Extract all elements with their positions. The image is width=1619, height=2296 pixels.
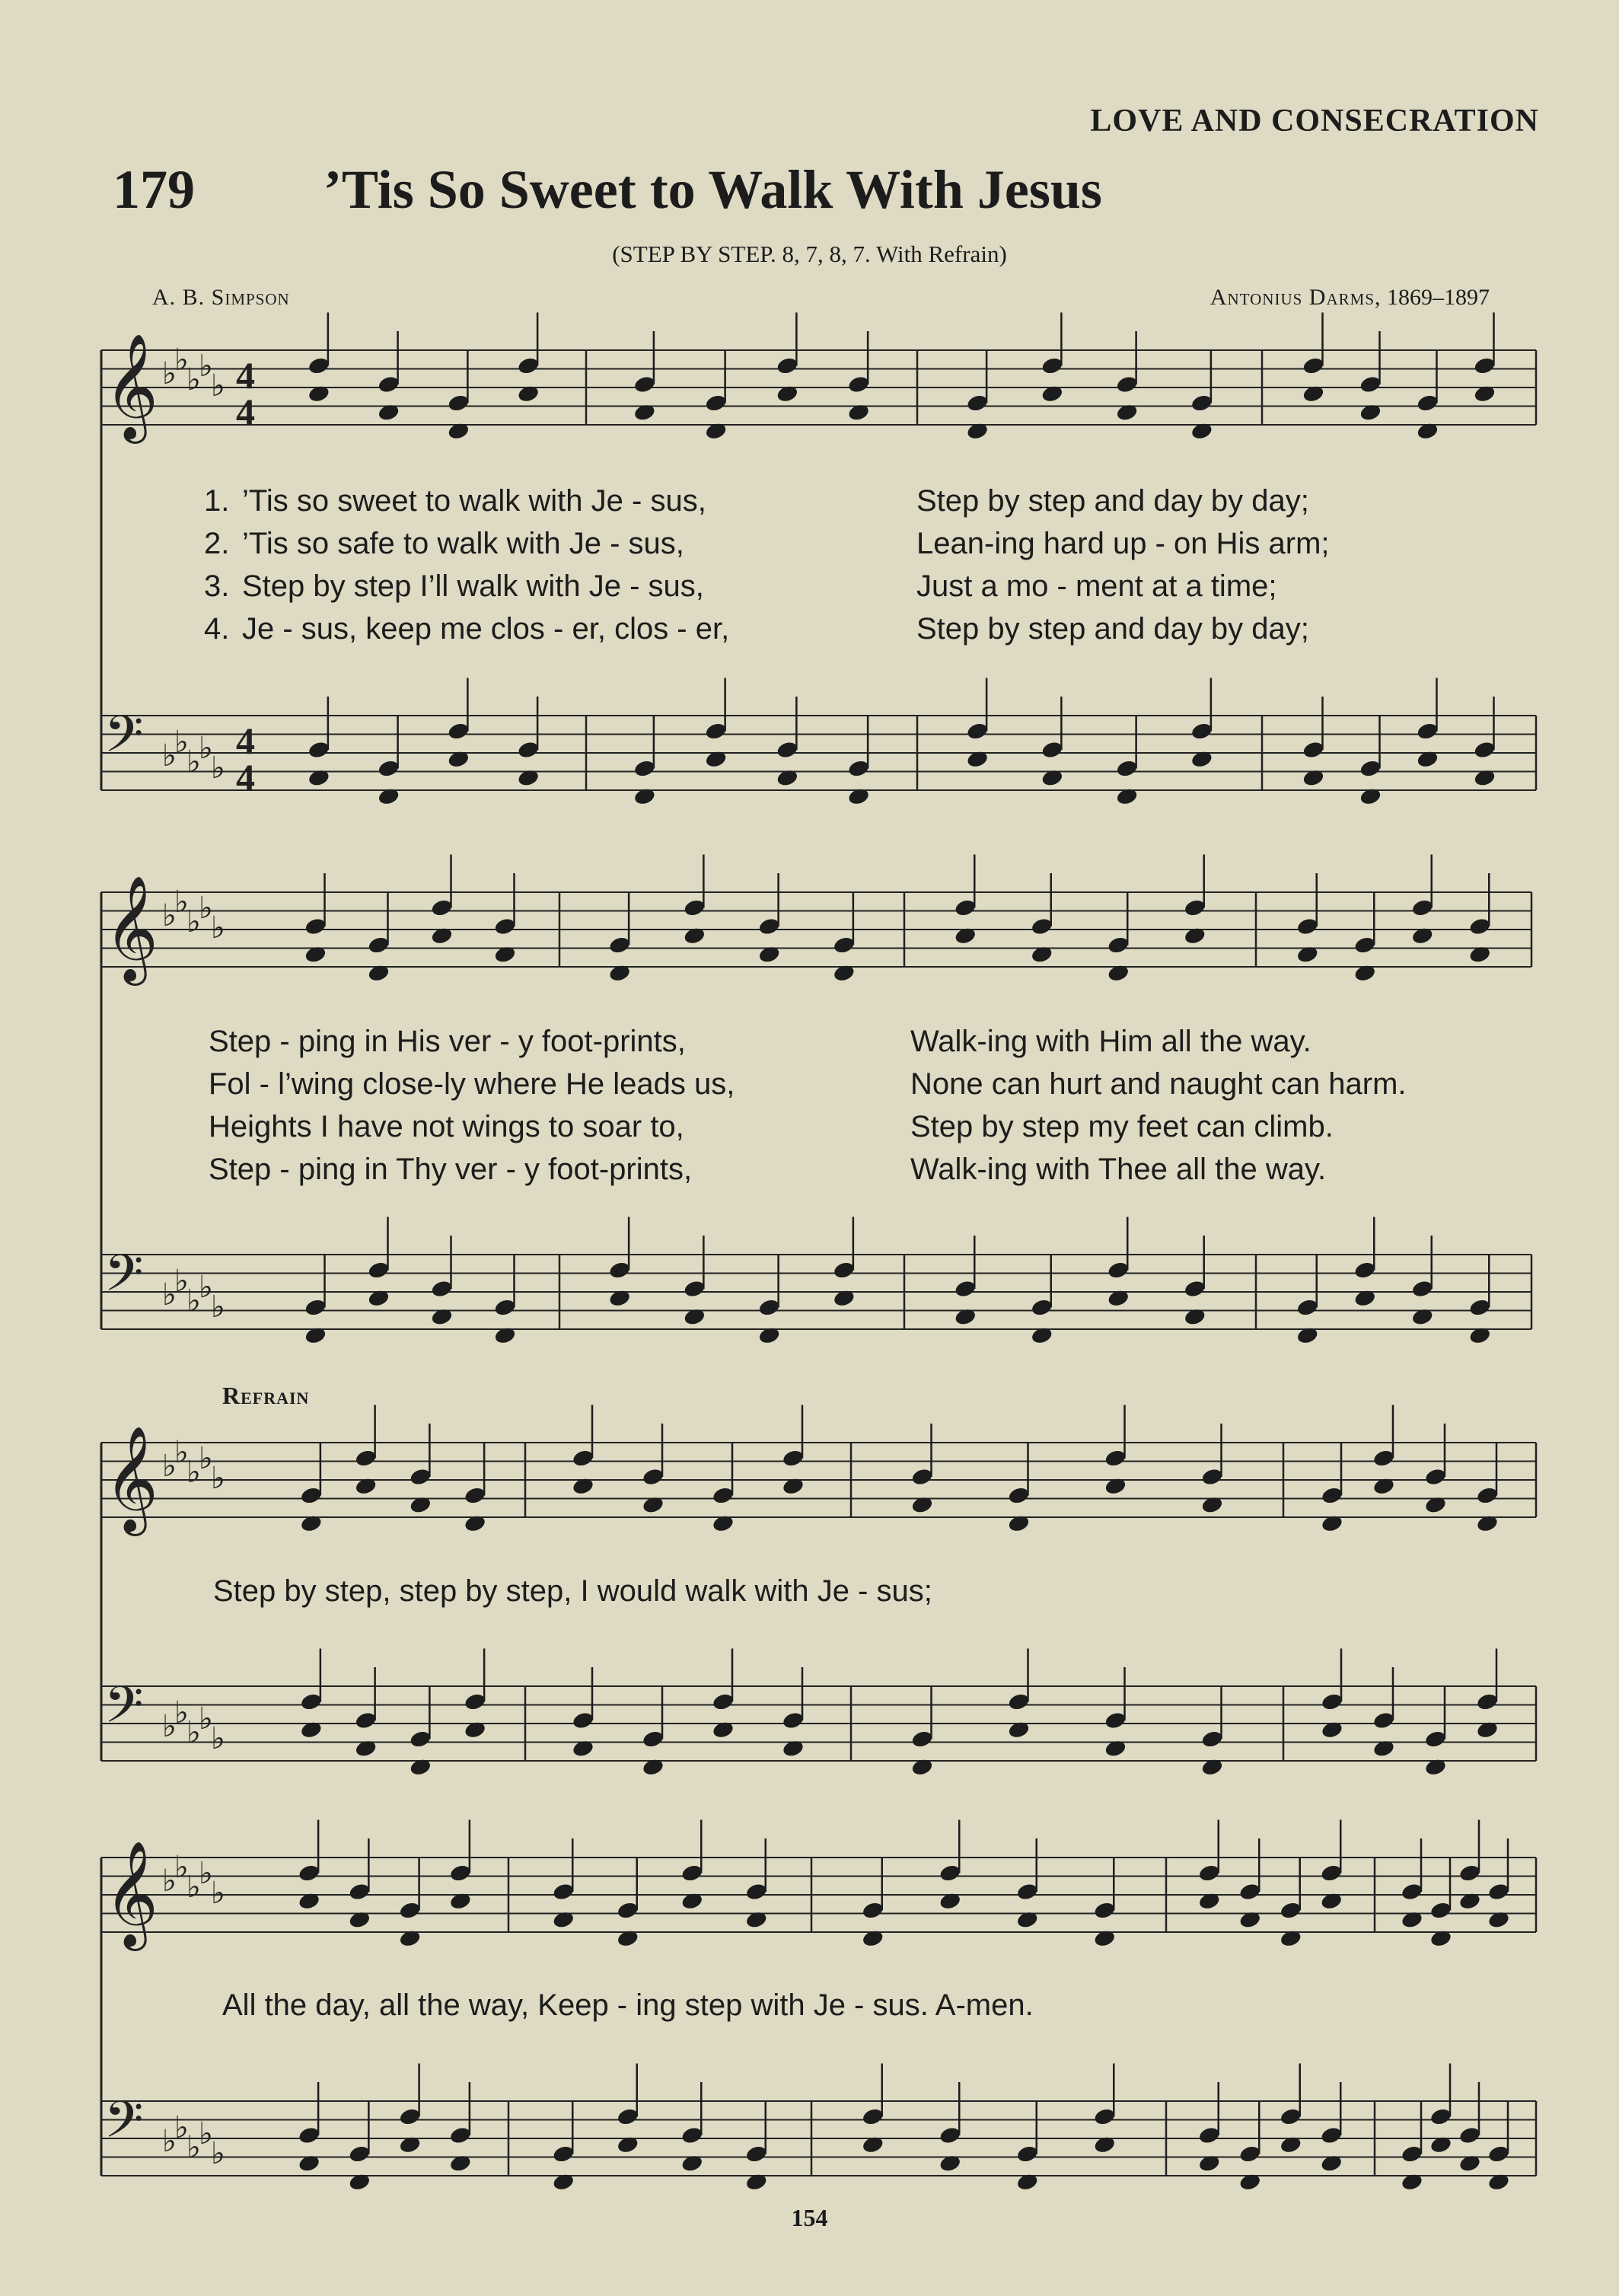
notehead-icon <box>377 759 400 779</box>
notehead-icon <box>1115 759 1139 779</box>
notehead-icon <box>300 1486 323 1506</box>
lyric-text: Step by step and day by day; <box>916 484 1309 518</box>
notehead-icon <box>1416 722 1439 741</box>
notehead-icon <box>776 740 799 760</box>
notehead-icon <box>1320 2125 1343 2145</box>
flat-icon: ♭ <box>211 1876 225 1911</box>
flat-icon: ♭ <box>162 1277 177 1312</box>
refrain-label: Refrain <box>222 1382 310 1409</box>
flat-icon: ♭ <box>211 910 225 946</box>
notehead-icon <box>966 722 990 741</box>
flat-icon: ♭ <box>186 1284 201 1319</box>
lyric-text: Fol - l’wing close-ly where He leads us, <box>209 1067 735 1101</box>
notehead-icon <box>1359 375 1382 394</box>
notehead-icon <box>642 1730 665 1749</box>
notehead-icon <box>680 2125 704 2145</box>
notehead-icon <box>757 917 781 936</box>
notehead-icon <box>1429 2107 1453 2127</box>
treble-clef-icon: 𝄞 <box>104 1426 158 1532</box>
notehead-icon <box>683 1279 706 1299</box>
notehead-icon <box>1007 1692 1031 1712</box>
flat-icon: ♭ <box>186 904 201 939</box>
lyric-text: Heights I have not wings to soar to, <box>209 1110 684 1143</box>
notehead-icon <box>966 394 990 413</box>
flat-icon: ♭ <box>186 745 201 780</box>
flat-icon: ♭ <box>162 356 177 391</box>
notehead-icon <box>847 375 871 394</box>
notehead-icon <box>861 2107 884 2127</box>
notehead-icon <box>1429 1901 1453 1921</box>
notehead-icon <box>1107 936 1130 955</box>
notehead-icon <box>1015 2145 1039 2164</box>
verse-1-line-2 <box>0 1025 1619 1058</box>
flat-icon: ♭ <box>199 1441 213 1476</box>
verse-number: 1. <box>204 484 230 518</box>
notehead-icon <box>398 1901 422 1921</box>
flat-icon: ♭ <box>211 1721 225 1756</box>
notehead-icon <box>1372 1711 1396 1730</box>
notehead-icon <box>308 356 331 376</box>
treble-clef-icon: 𝄞 <box>104 1841 158 1947</box>
lyric-text: Step by step I’ll walk with Je - sus, <box>242 569 704 603</box>
notehead-icon <box>1238 2145 1262 2164</box>
bass-clef-icon: 𝄢 <box>104 1676 144 1746</box>
notehead-icon <box>552 1882 575 1902</box>
verse-number: 2. <box>204 527 230 560</box>
time-signature: 4 <box>236 756 255 799</box>
notehead-icon <box>712 1486 735 1506</box>
notehead-icon <box>642 1467 665 1487</box>
treble-clef-icon: 𝄞 <box>104 875 158 981</box>
flat-icon: ♭ <box>162 898 177 933</box>
flat-icon: ♭ <box>174 1435 189 1470</box>
verse-number: 4. <box>204 612 230 646</box>
notehead-icon <box>298 2125 321 2145</box>
notehead-icon <box>367 1261 390 1280</box>
notehead-icon <box>377 375 400 394</box>
flat-icon: ♭ <box>186 1870 201 1905</box>
notehead-icon <box>1200 1730 1224 1749</box>
notehead-icon <box>1458 2125 1482 2145</box>
notehead-icon <box>1279 1901 1302 1921</box>
lyric-text: Just a mo - ment at a time; <box>916 569 1277 603</box>
notehead-icon <box>1041 740 1064 760</box>
notehead-icon <box>1487 2145 1511 2164</box>
notehead-icon <box>1104 1711 1127 1730</box>
treble-clef-icon: 𝄞 <box>104 333 158 439</box>
notehead-icon <box>608 1261 632 1280</box>
notehead-icon <box>1190 722 1214 741</box>
lyric-text: Walk-ing with Thee all the way. <box>910 1153 1327 1186</box>
lyric-text: ’Tis so sweet to walk with Je - sus, <box>242 484 706 518</box>
notehead-icon <box>464 1486 487 1506</box>
notehead-icon <box>744 2145 768 2164</box>
verse-2-line-1 <box>0 527 1619 560</box>
notehead-icon <box>1473 740 1496 760</box>
notehead-icon <box>447 722 470 741</box>
notehead-icon <box>430 898 454 918</box>
notehead-icon <box>304 917 327 936</box>
flat-icon: ♭ <box>211 368 225 403</box>
flat-icon: ♭ <box>211 1461 225 1496</box>
notehead-icon <box>1458 1864 1482 1883</box>
verse-4-line-1 <box>0 612 1619 646</box>
lyric-text: Step by step my feet can climb. <box>910 1110 1334 1143</box>
notehead-icon <box>1321 1486 1344 1506</box>
notehead-icon <box>712 1692 735 1712</box>
lyric-text: Step - ping in Thy ver - y foot-prints, <box>209 1153 693 1186</box>
notehead-icon <box>910 1730 934 1749</box>
notehead-icon <box>517 356 540 376</box>
notehead-icon <box>1183 898 1206 918</box>
notehead-icon <box>1007 1486 1031 1506</box>
notehead-icon <box>1302 356 1325 376</box>
notehead-icon <box>616 1901 639 1921</box>
flat-icon: ♭ <box>211 751 225 786</box>
flat-icon: ♭ <box>199 1856 213 1891</box>
notehead-icon <box>464 1692 487 1712</box>
notehead-icon <box>1197 1864 1221 1883</box>
notehead-icon <box>1238 1882 1262 1902</box>
notehead-icon <box>300 1692 323 1712</box>
notehead-icon <box>517 740 540 760</box>
refrain-line-1: Step by step, step by step, I would walk with Je - sus; <box>213 1574 932 1608</box>
notehead-icon <box>354 1711 378 1730</box>
lyric-text: ’Tis so safe to walk with Je - sus, <box>242 527 684 560</box>
notehead-icon <box>939 2125 962 2145</box>
notehead-icon <box>1353 1261 1377 1280</box>
notehead-icon <box>447 394 470 413</box>
notehead-icon <box>683 898 706 918</box>
time-signature: 4 <box>236 391 255 433</box>
flat-icon: ♭ <box>162 738 177 773</box>
verse-number: 3. <box>204 569 230 603</box>
notehead-icon <box>308 740 331 760</box>
notehead-icon <box>1302 740 1325 760</box>
notehead-icon <box>782 1711 805 1730</box>
page-number: 154 <box>791 2204 828 2231</box>
notehead-icon <box>1320 1864 1343 1883</box>
notehead-icon <box>1487 1882 1511 1902</box>
notehead-icon <box>1410 1279 1434 1299</box>
lyric-text: Lean-ing hard up - on His arm; <box>916 527 1330 560</box>
notehead-icon <box>1115 375 1139 394</box>
notehead-icon <box>633 375 657 394</box>
verse-2-line-2 <box>0 1067 1619 1101</box>
bass-clef-icon: 𝄢 <box>104 2090 144 2161</box>
hymn-title: ’Tis So Sweet to Walk With Jesus <box>323 159 1102 220</box>
notehead-icon <box>1296 1298 1319 1318</box>
flat-icon: ♭ <box>162 1864 177 1899</box>
notehead-icon <box>954 898 977 918</box>
flat-icon: ♭ <box>186 2130 201 2165</box>
notehead-icon <box>1424 1730 1448 1749</box>
flat-icon: ♭ <box>174 1695 189 1730</box>
time-signature: 4 <box>236 719 255 762</box>
notehead-icon <box>1476 1486 1499 1506</box>
notehead-icon <box>572 1449 595 1468</box>
notehead-icon <box>939 1864 962 1883</box>
flat-icon: ♭ <box>162 1709 177 1744</box>
notehead-icon <box>833 936 856 955</box>
notehead-icon <box>430 1279 454 1299</box>
notehead-icon <box>348 2145 371 2164</box>
notehead-icon <box>1353 936 1377 955</box>
notehead-icon <box>1190 394 1214 413</box>
flat-icon: ♭ <box>162 2124 177 2159</box>
notehead-icon <box>782 1449 805 1468</box>
composer-dates: 1869–1897 <box>1387 285 1490 310</box>
notehead-icon <box>409 1730 432 1749</box>
notehead-icon <box>1476 1692 1499 1712</box>
notehead-icon <box>1030 917 1053 936</box>
notehead-icon <box>552 2145 575 2164</box>
notehead-icon <box>1200 1467 1224 1487</box>
verse-3-line-2 <box>0 1110 1619 1143</box>
notehead-icon <box>1416 394 1439 413</box>
flat-icon: ♭ <box>211 1290 225 1325</box>
notehead-icon <box>833 1261 856 1280</box>
flat-icon: ♭ <box>199 349 213 384</box>
notehead-icon <box>704 394 728 413</box>
notehead-icon <box>1107 1261 1130 1280</box>
notehead-icon <box>1197 2125 1221 2145</box>
notehead-icon <box>1279 2107 1302 2127</box>
notehead-icon <box>1030 1298 1053 1318</box>
notehead-icon <box>1468 1298 1492 1318</box>
lyric-text: Step by step and day by day; <box>916 612 1309 646</box>
notehead-icon <box>1183 1279 1206 1299</box>
hymn-number: 179 <box>113 159 195 220</box>
notehead-icon <box>1015 1882 1039 1902</box>
notehead-icon <box>608 936 632 955</box>
flat-icon: ♭ <box>186 1715 201 1750</box>
notehead-icon <box>1093 1901 1117 1921</box>
notehead-icon <box>776 356 799 376</box>
notehead-icon <box>398 2107 422 2127</box>
notehead-icon <box>449 1864 473 1883</box>
notehead-icon <box>1296 917 1319 936</box>
flat-icon: ♭ <box>174 885 189 920</box>
notehead-icon <box>493 917 517 936</box>
bass-clef-icon: 𝄢 <box>104 1244 144 1315</box>
flat-icon: ♭ <box>162 1449 177 1484</box>
notehead-icon <box>680 1864 704 1883</box>
notehead-icon <box>348 1882 371 1902</box>
lyricist: A. B. Simpson <box>152 285 290 310</box>
flat-icon: ♭ <box>174 1850 189 1885</box>
notehead-icon <box>744 1882 768 1902</box>
notehead-icon <box>847 759 871 779</box>
time-signature: 4 <box>236 354 255 397</box>
flat-icon: ♭ <box>211 2136 225 2171</box>
flat-icon: ♭ <box>199 2116 213 2151</box>
lyric-text: Walk-ing with Him all the way. <box>910 1025 1311 1058</box>
notehead-icon <box>493 1298 517 1318</box>
notehead-icon <box>409 1467 432 1487</box>
lyric-text: Step - ping in His ver - y foot-prints, <box>209 1025 686 1058</box>
notehead-icon <box>298 1864 321 1883</box>
flat-icon: ♭ <box>199 731 213 766</box>
notehead-icon <box>1424 1467 1448 1487</box>
lyric-text: Je - sus, keep me clos - er, clos - er, <box>242 612 730 646</box>
verse-1-line-1 <box>0 484 1619 518</box>
composer-name: Antonius Darms, <box>1209 285 1382 310</box>
notehead-icon <box>704 722 728 741</box>
notehead-icon <box>449 2125 473 2145</box>
flat-icon: ♭ <box>174 725 189 760</box>
notehead-icon <box>354 1449 378 1468</box>
tune-meter-line: (STEP BY STEP. 8, 7, 8, 7. With Refrain) <box>612 241 1007 267</box>
notehead-icon <box>633 759 657 779</box>
notehead-icon <box>861 1901 884 1921</box>
notehead-icon <box>1093 2107 1117 2127</box>
flat-icon: ♭ <box>186 1455 201 1490</box>
flat-icon: ♭ <box>174 343 189 378</box>
notehead-icon <box>757 1298 781 1318</box>
notehead-icon <box>1104 1449 1127 1468</box>
notehead-icon <box>1401 2145 1424 2164</box>
flat-icon: ♭ <box>199 1270 213 1305</box>
verse-4-line-2 <box>0 1153 1619 1186</box>
notehead-icon <box>1468 917 1492 936</box>
notehead-icon <box>954 1279 977 1299</box>
refrain-line-2: All the day, all the way, Keep - ing step with Je - sus. A-men. <box>222 1988 1034 2022</box>
notehead-icon <box>910 1467 934 1487</box>
flat-icon: ♭ <box>174 1264 189 1299</box>
notehead-icon <box>304 1298 327 1318</box>
notehead-icon <box>1359 759 1382 779</box>
notehead-icon <box>616 2107 639 2127</box>
notehead-icon <box>1321 1692 1344 1712</box>
section-heading: LOVE AND CONSECRATION <box>1090 104 1539 139</box>
notehead-icon <box>1041 356 1064 376</box>
notehead-icon <box>367 936 390 955</box>
flat-icon: ♭ <box>199 891 213 926</box>
lyric-text: None can hurt and naught can harm. <box>910 1067 1407 1101</box>
flat-icon: ♭ <box>174 2110 189 2145</box>
notehead-icon <box>1473 356 1496 376</box>
notehead-icon <box>1372 1449 1396 1468</box>
notehead-icon <box>1401 1882 1424 1902</box>
verse-3-line-1 <box>0 569 1619 603</box>
flat-icon: ♭ <box>199 1701 213 1736</box>
notehead-icon <box>572 1711 595 1730</box>
notehead-icon <box>1410 898 1434 918</box>
flat-icon: ♭ <box>186 362 201 397</box>
bass-clef-icon: 𝄢 <box>104 705 144 776</box>
